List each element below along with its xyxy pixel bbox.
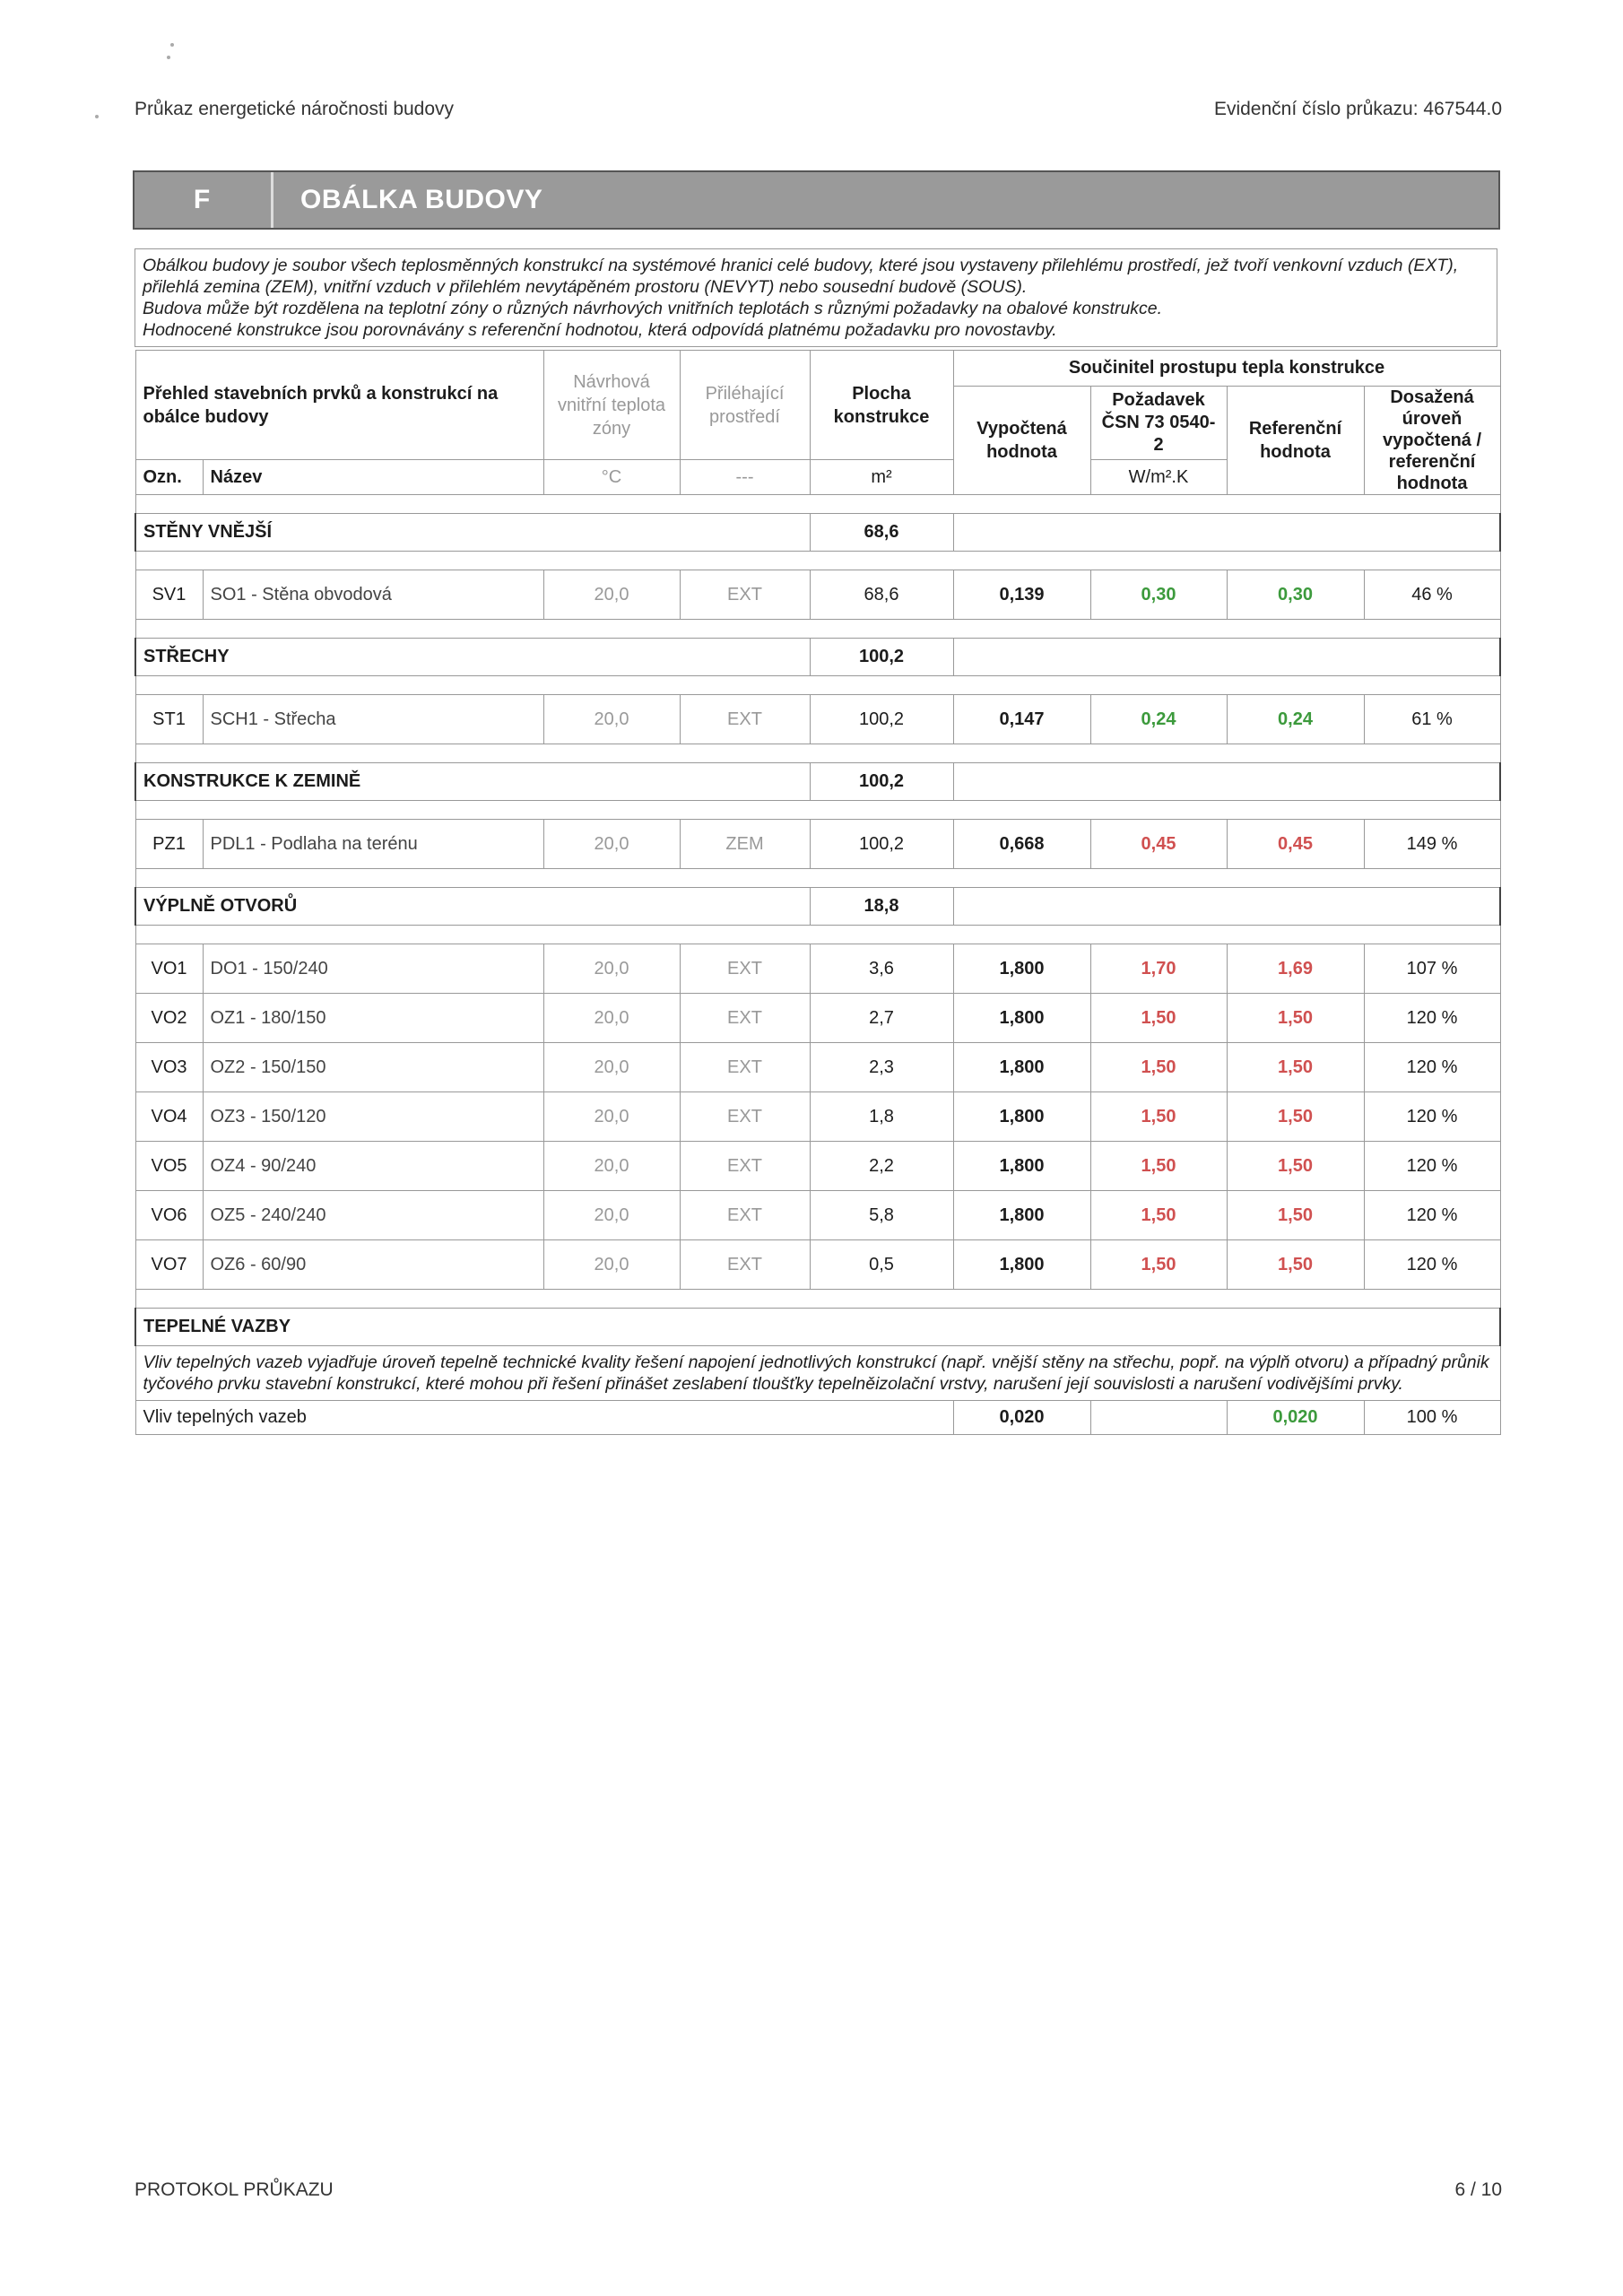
table-spacer	[135, 869, 1500, 888]
adjacent-env-header: Přiléhající prostředí	[705, 383, 785, 427]
table-spacer	[135, 676, 1500, 695]
design-temp: 20,0	[594, 1254, 629, 1274]
empty-cell	[953, 514, 1500, 552]
adjacent-env: EXT	[727, 1007, 762, 1028]
group-area: 100,2	[858, 771, 905, 791]
element-code: VO3	[151, 1057, 187, 1077]
required-u: 1,50	[1141, 1106, 1176, 1126]
design-temp: 20,0	[594, 833, 629, 854]
table-spacer	[135, 744, 1500, 763]
achieved-level: 149 %	[1406, 833, 1458, 854]
empty-cell	[1090, 1401, 1227, 1435]
design-temp: 20,0	[594, 709, 629, 729]
adjacent-env: EXT	[727, 958, 762, 978]
code-column-header: Ozn.	[143, 466, 182, 487]
element-name: DO1 - 150/240	[210, 958, 328, 978]
table-row	[135, 1240, 1500, 1290]
element-area: 2,3	[869, 1057, 894, 1077]
table-row	[135, 1092, 1500, 1142]
table-row	[135, 570, 1500, 620]
element-code: SV1	[152, 584, 187, 604]
thermal-bridges-ref: 0,020	[1272, 1407, 1318, 1427]
adjacent-env: EXT	[727, 1106, 762, 1126]
required-u: 1,70	[1141, 958, 1176, 978]
thermal-bridges-header-row	[135, 1309, 1500, 1346]
element-name: SO1 - Stěna obvodová	[210, 584, 392, 604]
achieved-level-header: Dosažená úroveň vypočtená / referenční hodnota	[1382, 387, 1482, 493]
scan-dot	[170, 43, 174, 47]
element-name: OZ3 - 150/120	[210, 1106, 326, 1126]
group-name: KONSTRUKCE K ZEMINĚ	[143, 771, 361, 791]
table-spacer	[135, 552, 1500, 570]
intro-box	[135, 248, 1497, 347]
scan-dot	[167, 56, 170, 59]
element-area: 100,2	[858, 833, 905, 854]
calculated-u: 1,800	[999, 958, 1045, 978]
element-area: 1,8	[869, 1106, 894, 1126]
element-area: 0,5	[869, 1254, 894, 1274]
element-code: VO5	[151, 1155, 187, 1176]
element-code: PZ1	[152, 833, 186, 854]
calculated-u: 0,139	[999, 584, 1045, 604]
reference-u: 1,50	[1278, 1106, 1313, 1126]
scan-dot	[95, 115, 99, 118]
thermal-bridges-title: TEPELNÉ VAZBY	[143, 1317, 291, 1336]
thermal-bridges-u: 0,020	[999, 1407, 1045, 1427]
requirement-header: Požadavek ČSN 73 0540-2	[1101, 390, 1216, 456]
element-code: VO2	[151, 1007, 187, 1028]
required-u: 0,30	[1141, 584, 1176, 604]
required-u: 0,45	[1141, 833, 1176, 854]
element-name: OZ1 - 180/150	[210, 1007, 326, 1028]
required-u: 0,24	[1141, 709, 1176, 729]
calculated-u: 1,800	[999, 1205, 1045, 1225]
adjacent-env: EXT	[727, 1057, 762, 1077]
intro-paragraph: Hodnocené konstrukce jsou porovnávány s referenční hodnotou, která odpovídá platnému požadavku pro novostavby.	[143, 320, 1057, 340]
group-header-row	[135, 639, 1500, 676]
group-name: STŘECHY	[143, 647, 230, 666]
required-u: 1,50	[1141, 1155, 1176, 1176]
table-row	[135, 820, 1500, 869]
group-area: 68,6	[864, 522, 899, 542]
thermal-bridges-description: Vliv tepelných vazeb vyjadřuje úroveň tepelně technické kvality řešení napojení jednotlivých konstrukcí (např. vnější stěny na střechu, popř. na výplň otvoru) a případný průnik tyčového prvku stavební konstrukcí, které mohou při řešení přinášet zeslabení tloušťky tepelněizolační vrstvy, narušení její souvislosti a narušení vodivějšími prvky.	[143, 1352, 1489, 1394]
group-header-row	[135, 763, 1500, 801]
table-row	[135, 695, 1500, 744]
element-name: SCH1 - Střecha	[210, 709, 336, 729]
reference-u: 0,45	[1278, 833, 1313, 854]
table-row	[135, 1043, 1500, 1092]
design-temp: 20,0	[594, 1057, 629, 1077]
calculated-u: 1,800	[999, 1254, 1045, 1274]
design-temp: 20,0	[594, 584, 629, 604]
reference-u: 0,24	[1278, 709, 1313, 729]
reference-value-header: Referenční hodnota	[1248, 419, 1342, 462]
adjacent-env: EXT	[727, 584, 762, 604]
table-row	[135, 1142, 1500, 1191]
adjacent-unit: ---	[735, 466, 754, 487]
achieved-level: 120 %	[1406, 1254, 1458, 1274]
group-area: 18,8	[864, 896, 899, 916]
element-code: VO7	[151, 1254, 187, 1274]
intro-paragraph: Obálkou budovy je soubor všech teplosměnných konstrukcí na systémové hranici celé budovy, které jsou vystaveny přilehlému prostředí, jež tvoří venkovní vzduch (EXT), přilehlá zemina (ZEM), vnitřní vzduch v přilehlém nevytápěném prostoru (NEVYT) nebo sousední budově (SOUS).	[143, 256, 1459, 297]
thermal-bridges-row	[135, 1401, 1500, 1435]
name-column-header: Název	[210, 466, 263, 487]
section-title: OBÁLKA BUDOVY	[300, 185, 543, 214]
element-area: 100,2	[858, 709, 905, 729]
area-header: Plocha konstrukce	[833, 383, 930, 427]
banner-divider	[271, 172, 273, 228]
element-name: OZ6 - 60/90	[210, 1254, 307, 1274]
element-area: 3,6	[869, 958, 894, 978]
element-area: 2,2	[869, 1155, 894, 1176]
thermal-bridges-level: 100 %	[1406, 1407, 1458, 1427]
table-spacer	[135, 620, 1500, 639]
section-letter: F	[193, 185, 211, 214]
element-code: ST1	[152, 709, 186, 729]
achieved-level: 120 %	[1406, 1057, 1458, 1077]
achieved-level: 120 %	[1406, 1205, 1458, 1225]
element-area: 2,7	[869, 1007, 894, 1028]
calculated-value-header: Vypočtená hodnota	[976, 419, 1067, 462]
achieved-level: 120 %	[1406, 1155, 1458, 1176]
thermal-bridges-description-row	[135, 1346, 1500, 1401]
calculated-u: 0,147	[999, 709, 1045, 729]
design-temp: 20,0	[594, 958, 629, 978]
reference-u: 1,50	[1278, 1007, 1313, 1028]
empty-cell	[953, 763, 1500, 801]
table-row	[135, 994, 1500, 1043]
intro-paragraph: Budova může být rozdělena na teplotní zóny o různých návrhových vnitřních teplotách s různými požadavky na obalové konstrukce.	[143, 299, 1163, 318]
achieved-level: 107 %	[1406, 958, 1458, 978]
calculated-u: 1,800	[999, 1155, 1045, 1176]
reference-u: 1,69	[1278, 958, 1313, 978]
element-code: VO1	[151, 958, 187, 978]
calculated-u: 1,800	[999, 1007, 1045, 1028]
document-title: Průkaz energetické náročnosti budovy	[135, 99, 455, 119]
achieved-level: 61 %	[1411, 709, 1453, 729]
adjacent-env: ZEM	[725, 833, 764, 854]
u-value-group-header: Součinitel prostupu tepla konstrukce	[1068, 358, 1385, 378]
table-spacer	[135, 1290, 1500, 1309]
certificate-number: Evidenční číslo průkazu: 467544.0	[1213, 99, 1502, 119]
group-name: STĚNY VNĚJŠÍ	[143, 522, 273, 542]
design-temp-header: Návrhová vnitřní teplota zóny	[557, 371, 666, 439]
reference-u: 1,50	[1278, 1205, 1313, 1225]
design-temp: 20,0	[594, 1155, 629, 1176]
temp-unit: °C	[601, 466, 622, 487]
group-area: 100,2	[858, 647, 905, 666]
empty-cell	[953, 639, 1500, 676]
reference-u: 1,50	[1278, 1155, 1313, 1176]
group-header-row	[135, 888, 1500, 926]
empty-cell	[953, 888, 1500, 926]
adjacent-env: EXT	[727, 1205, 762, 1225]
element-code: VO6	[151, 1205, 187, 1225]
required-u: 1,50	[1141, 1205, 1176, 1225]
element-area: 68,6	[864, 584, 899, 604]
reference-u: 0,30	[1278, 584, 1313, 604]
adjacent-env: EXT	[727, 1254, 762, 1274]
required-u: 1,50	[1141, 1057, 1176, 1077]
achieved-level: 120 %	[1406, 1106, 1458, 1126]
element-name: OZ4 - 90/240	[210, 1155, 317, 1176]
footer-label: PROTOKOL PRŮKAZU	[135, 2179, 334, 2200]
group-header-row	[135, 514, 1500, 552]
calculated-u: 1,800	[999, 1057, 1045, 1077]
envelope-table	[135, 350, 1501, 1435]
achieved-level: 120 %	[1406, 1007, 1458, 1028]
design-temp: 20,0	[594, 1106, 629, 1126]
element-code: VO4	[151, 1106, 187, 1126]
u-unit: W/m².K	[1128, 466, 1189, 487]
area-unit: m²	[871, 466, 892, 487]
table-spacer	[135, 926, 1500, 944]
element-name: OZ2 - 150/150	[210, 1057, 326, 1077]
reference-u: 1,50	[1278, 1057, 1313, 1077]
page-number: 6 / 10	[1454, 2179, 1502, 2200]
calculated-u: 0,668	[999, 833, 1045, 854]
reference-u: 1,50	[1278, 1254, 1313, 1274]
table-spacer	[135, 801, 1500, 820]
required-u: 1,50	[1141, 1007, 1176, 1028]
thermal-bridges-label: Vliv tepelných vazeb	[143, 1407, 307, 1427]
section-banner	[133, 170, 1500, 230]
group-name: VÝPLNĚ OTVORŮ	[143, 896, 298, 916]
design-temp: 20,0	[594, 1205, 629, 1225]
design-temp: 20,0	[594, 1007, 629, 1028]
table-row	[135, 944, 1500, 994]
calculated-u: 1,800	[999, 1106, 1045, 1126]
table-spacer	[135, 495, 1500, 514]
achieved-level: 46 %	[1411, 584, 1453, 604]
overview-header: Přehled stavebních prvků a konstrukcí na obálce budovy	[143, 383, 499, 427]
table-row	[135, 1191, 1500, 1240]
adjacent-env: EXT	[727, 1155, 762, 1176]
element-name: PDL1 - Podlaha na terénu	[210, 833, 418, 854]
element-name: OZ5 - 240/240	[210, 1205, 326, 1225]
element-area: 5,8	[869, 1205, 894, 1225]
required-u: 1,50	[1141, 1254, 1176, 1274]
adjacent-env: EXT	[727, 709, 762, 729]
